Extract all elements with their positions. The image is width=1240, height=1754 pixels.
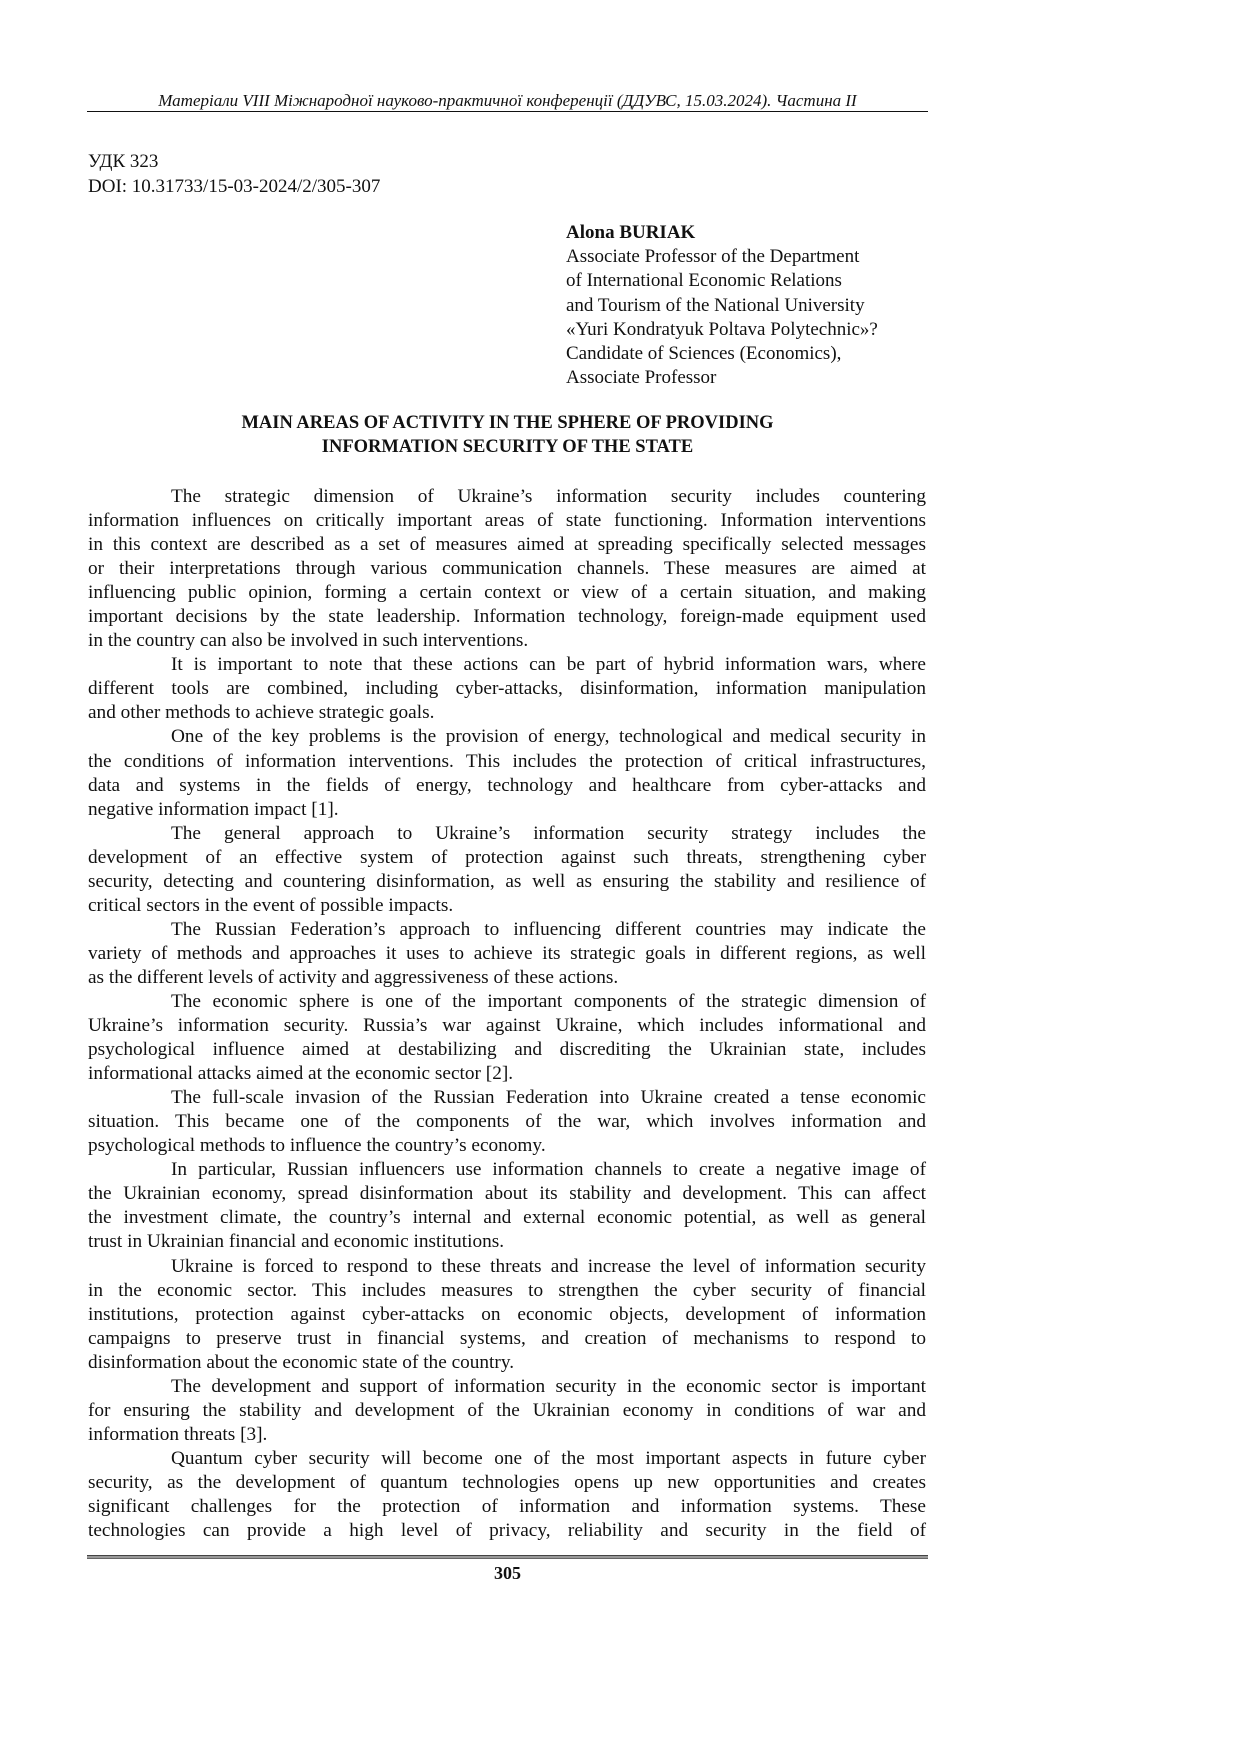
text-line: technologies can provide a high level of privacy, reliability and security in the field of bbox=[88, 1520, 926, 1542]
header-divider bbox=[87, 111, 928, 112]
text-line: different tools are combined, including cyber-attacks, disinformation, information manipulation bbox=[88, 678, 926, 700]
text-line: Ukraine’s information security. Russia’s war against Ukraine, which includes informational and bbox=[88, 1015, 926, 1037]
article-title bbox=[87, 411, 928, 459]
text-line: The full-scale invasion of the Russian Federation into Ukraine created a tense economic bbox=[171, 1087, 926, 1109]
text-line: for ensuring the stability and development of the Ukrainian economy in conditions of war and bbox=[88, 1399, 926, 1421]
text-line: in this context are described as a set of measures aimed at spreading specifically selected messages bbox=[88, 534, 926, 556]
title-line: MAIN AREAS OF ACTIVITY IN THE SPHERE OF PROVIDING bbox=[241, 413, 774, 433]
paragraph bbox=[88, 485, 926, 653]
text-line: security, detecting and countering disinformation, as well as ensuring the stability and resilience of bbox=[88, 870, 926, 892]
text-line: in the country can also be involved in such interventions. bbox=[88, 630, 529, 652]
text-line: In particular, Russian influencers use information channels to create a negative image of bbox=[171, 1159, 926, 1181]
text-line: data and systems in the fields of energy, technology and healthcare from cyber-attacks and bbox=[88, 774, 926, 796]
text-line: psychological methods to influence the country’s economy. bbox=[88, 1135, 546, 1157]
text-line: One of the key problems is the provision of energy, technological and medical security in bbox=[171, 726, 926, 748]
text-line: psychological influence aimed at destabilizing and discrediting the Ukrainian state, includes bbox=[88, 1039, 926, 1061]
paragraph bbox=[88, 918, 926, 990]
text-line: Quantum cyber security will become one of the most important aspects in future cyber bbox=[171, 1447, 926, 1469]
author-affiliation-line: Candidate of Sciences (Economics), bbox=[566, 343, 842, 365]
text-line: Ukraine is forced to respond to these threats and increase the level of information security bbox=[171, 1255, 926, 1277]
article-body bbox=[88, 485, 926, 1543]
doi: DOI: 10.31733/15-03-2024/2/305-307 bbox=[88, 175, 381, 197]
author-affiliation-line: «Yuri Kondratyuk Poltava Polytechnic»? bbox=[566, 318, 878, 340]
paragraph bbox=[88, 1158, 926, 1254]
paragraph bbox=[88, 990, 926, 1086]
text-line: campaigns to preserve trust in financial systems, and creation of mechanisms to respond to bbox=[88, 1327, 926, 1349]
article-meta bbox=[88, 150, 380, 199]
author-block bbox=[566, 221, 878, 390]
text-line: or their interpretations through various communication channels. These measures are aimed at bbox=[88, 558, 926, 580]
title-line: INFORMATION SECURITY OF THE STATE bbox=[321, 437, 694, 457]
text-line: The Russian Federation’s approach to influencing different countries may indicate the bbox=[171, 918, 926, 940]
text-line: The economic sphere is one of the important components of the strategic dimension of bbox=[171, 990, 926, 1012]
page-number: 305 bbox=[494, 1563, 521, 1583]
paragraph bbox=[88, 822, 926, 918]
paragraph bbox=[88, 1447, 926, 1543]
text-line: disinformation about the economic state of the country. bbox=[88, 1351, 515, 1373]
paragraph bbox=[88, 653, 926, 725]
text-line: security, as the development of quantum technologies opens up new opportunities and creates bbox=[88, 1471, 926, 1493]
paragraph bbox=[88, 725, 926, 821]
author-affiliation-line: and Tourism of the National University bbox=[566, 294, 865, 316]
text-line: The development and support of information security in the economic sector is important bbox=[171, 1375, 926, 1397]
text-line: The strategic dimension of Ukraine’s information security includes countering bbox=[171, 486, 926, 507]
text-line: variety of methods and approaches it uses to achieve its strategic goals in different regions, as well bbox=[88, 942, 926, 964]
text-line: situation. This became one of the components of the war, which involves information and bbox=[88, 1111, 926, 1133]
text-line: as the different levels of activity and aggressiveness of these actions. bbox=[88, 966, 619, 988]
text-line: important decisions by the state leadership. Information technology, foreign-made equipment used bbox=[88, 606, 926, 628]
text-line: informational attacks aimed at the economic sector [2]. bbox=[88, 1063, 514, 1085]
author-name: Alona BURIAK bbox=[566, 222, 696, 243]
text-line: and other methods to achieve strategic goals. bbox=[88, 702, 435, 724]
author-affiliation-line: of International Economic Relations bbox=[566, 270, 842, 292]
running-header: Матеріали VIII Міжнародної науково-практичної конференції (ДДУВС, 15.03.2024). Частина ІІ bbox=[158, 91, 857, 110]
paragraph bbox=[88, 1086, 926, 1158]
author-affiliation-line: Associate Professor bbox=[566, 367, 717, 389]
udc-code: УДК 323 bbox=[88, 151, 159, 172]
text-line: It is important to note that these actions can be part of hybrid information wars, where bbox=[171, 654, 926, 676]
text-line: information influences on critically important areas of state functioning. Information interventions bbox=[88, 510, 926, 532]
footer-divider bbox=[87, 1555, 928, 1559]
text-line: the Ukrainian economy, spread disinformation about its stability and development. This can affect bbox=[88, 1183, 926, 1205]
text-line: significant challenges for the protection of information and information systems. These bbox=[88, 1495, 926, 1517]
text-line: development of an effective system of protection against such threats, strengthening cyber bbox=[88, 846, 926, 868]
text-line: in the economic sector. This includes measures to strengthen the cyber security of financial bbox=[88, 1279, 926, 1301]
text-line: the investment climate, the country’s internal and external economic potential, as well as general bbox=[88, 1207, 926, 1229]
text-line: trust in Ukrainian financial and economic institutions. bbox=[88, 1231, 505, 1253]
text-line: negative information impact [1]. bbox=[88, 798, 339, 820]
paragraph bbox=[88, 1375, 926, 1447]
text-line: the conditions of information interventions. This includes the protection of critical infrastructures, bbox=[88, 750, 926, 772]
text-line: The general approach to Ukraine’s information security strategy includes the bbox=[171, 822, 926, 844]
text-line: information threats [3]. bbox=[88, 1423, 268, 1445]
text-line: critical sectors in the event of possible impacts. bbox=[88, 894, 454, 916]
author-affiliation-line: Associate Professor of the Department bbox=[566, 246, 860, 268]
paragraph bbox=[88, 1255, 926, 1375]
text-line: influencing public opinion, forming a certain context or view of a certain situation, and making bbox=[88, 582, 926, 604]
text-line: institutions, protection against cyber-attacks on economic objects, development of information bbox=[88, 1303, 926, 1325]
